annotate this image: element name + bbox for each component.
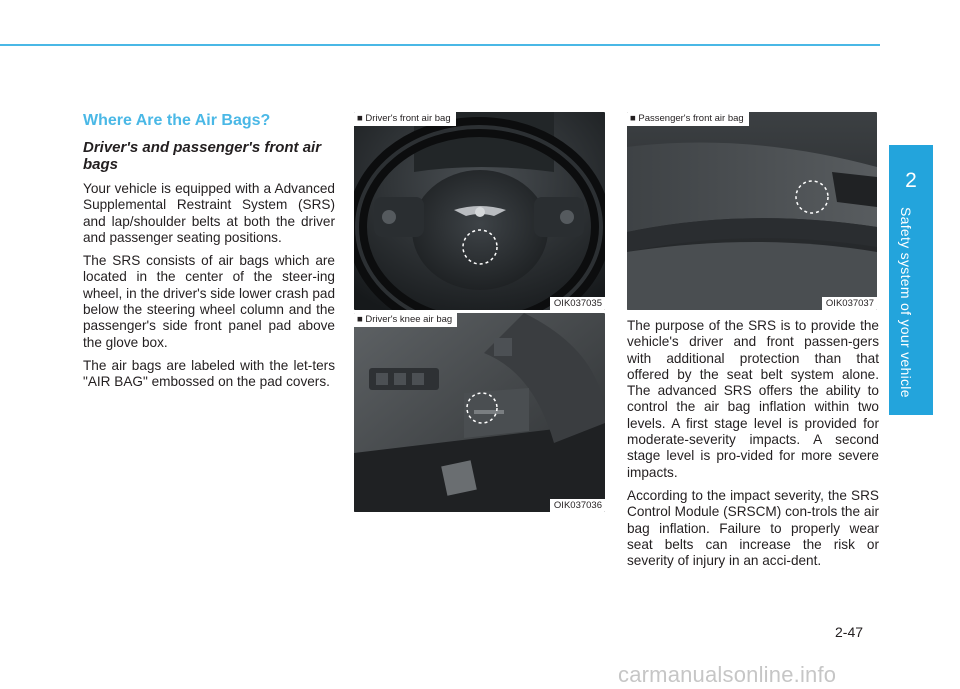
steering-wheel-illustration [354, 112, 605, 310]
page-number: 2-47 [835, 624, 864, 640]
figure-code: OIK037036 [550, 499, 605, 512]
dashboard-illustration [627, 112, 877, 310]
section-heading: Where Are the Air Bags? [83, 112, 271, 129]
figure-code: OIK037037 [822, 297, 877, 310]
figure-passenger-front-airbag [627, 112, 877, 310]
figure-code: OIK037035 [550, 297, 605, 310]
knee-area-illustration [354, 313, 605, 512]
paragraph: Your vehicle is equipped with a Advanced Supplemental Restraint System (SRS) and lap/shoulder belts at both the driver and passenger seating positions. [83, 181, 335, 245]
paragraph: The SRS consists of air bags which are located in the center of the steer-ing wheel, in the driver's side lower crash pad below the steering wheel column and the passenger's side front panel pad above the glove box. [83, 253, 335, 350]
subsection-heading: Driver's and passenger's front air bags [83, 139, 322, 173]
figure-driver-knee-airbag [354, 313, 605, 512]
left-column [83, 112, 335, 398]
figure-caption: ■ Driver's knee air bag [354, 313, 457, 327]
figure-caption: ■ Driver's front air bag [354, 112, 456, 126]
watermark: carmanualsonline.info [618, 662, 837, 687]
top-rule [0, 44, 880, 46]
paragraph: The air bags are labeled with the let-ters "AIR BAG" embossed on the pad covers. [83, 357, 335, 390]
right-column [627, 318, 879, 576]
paragraph: According to the impact severity, the SRS Control Module (SRSCM) con-trols the air bag inflation. Failure to properly wear seat belts can increase the risk or severity of injury in an acci-dent. [627, 487, 879, 569]
chapter-number: 2 [905, 169, 917, 192]
chapter-label: Safety system of your vehicle [898, 207, 914, 398]
chapter-tab [889, 145, 933, 415]
paragraph: The purpose of the SRS is to provide the vehicle's driver and front passen-gers with additional protection than that offered by the seat belt system alone. The advanced SRS offers the ability to control the air bag inflation within two levels. A first stage level is provided for moderate-severity impacts. A second stage level is pro-vided for more severe impacts. [627, 318, 879, 480]
figure-caption: ■ Passenger's front air bag [627, 112, 749, 126]
figure-driver-front-airbag [354, 112, 605, 310]
